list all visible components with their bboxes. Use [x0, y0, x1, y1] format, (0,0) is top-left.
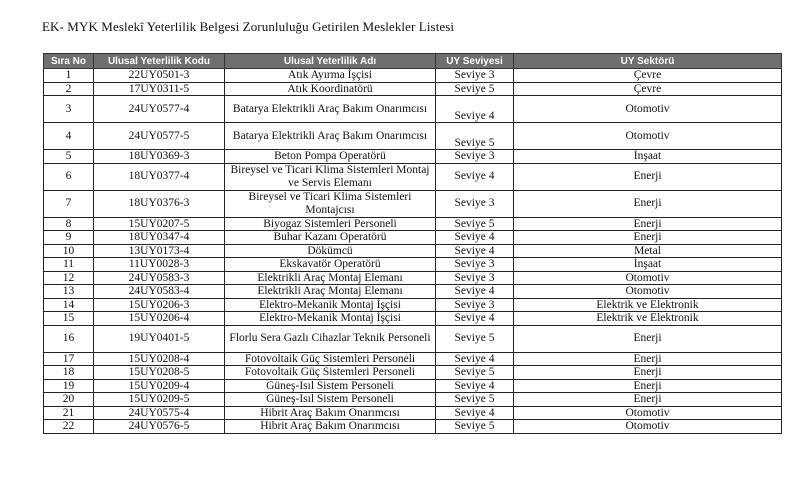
sector-cell: Enerji — [514, 366, 782, 380]
sector-cell: Enerji — [514, 190, 782, 217]
header-sira-no: Sıra No — [44, 54, 94, 69]
row-number-cell: 16 — [44, 325, 94, 352]
qualification-code-cell: 15UY0208-4 — [94, 352, 225, 366]
qualification-level-cell: Seviye 3 — [436, 190, 514, 217]
sector-cell: Enerji — [514, 231, 782, 245]
sector-cell: Enerji — [514, 217, 782, 231]
sector-cell: Elektrik ve Elektronik — [514, 312, 782, 326]
row-number-cell: 8 — [44, 217, 94, 231]
qualification-name-cell: Güneş-Isıl Sistem Personeli — [225, 393, 436, 407]
sector-cell: Otomotiv — [514, 285, 782, 299]
qualification-code-cell: 24UY0575-4 — [94, 406, 225, 420]
qualification-level-cell: Seviye 3 — [436, 69, 514, 83]
header-level: UY Seviyesi — [436, 54, 514, 69]
row-number-cell: 15 — [44, 312, 94, 326]
row-number-cell: 2 — [44, 82, 94, 96]
qualification-level-cell: Seviye 4 — [436, 231, 514, 245]
qualification-name-cell: Buhar Kazanı Operatörü — [225, 231, 436, 245]
header-name: Ulusal Yeterlilik Adı — [225, 54, 436, 69]
row-number-cell: 13 — [44, 285, 94, 299]
table-row — [44, 244, 782, 258]
qualification-code-cell: 18UY0377-4 — [94, 163, 225, 190]
qualification-level-cell: Seviye 4 — [436, 379, 514, 393]
table-row — [44, 298, 782, 312]
table-row — [44, 285, 782, 299]
table-row — [44, 150, 782, 164]
sector-cell: Otomotiv — [514, 420, 782, 434]
table-row — [44, 217, 782, 231]
qualification-name-cell: Batarya Elektrikli Araç Bakım Onarımcısı — [225, 96, 436, 123]
sector-cell: Çevre — [514, 82, 782, 96]
row-number-cell: 11 — [44, 258, 94, 272]
qualification-level-cell: Seviye 5 — [436, 123, 514, 150]
qualification-code-cell: 24UY0577-5 — [94, 123, 225, 150]
table-row — [44, 379, 782, 393]
qualification-code-cell: 15UY0206-3 — [94, 298, 225, 312]
table-row — [44, 163, 782, 190]
sector-cell: Enerji — [514, 393, 782, 407]
qualification-name-cell: Elektro-Mekanik Montaj İşçisi — [225, 298, 436, 312]
qualification-name-cell: Hibrit Araç Bakım Onarımcısı — [225, 420, 436, 434]
table-row — [44, 325, 782, 352]
row-number-cell: 20 — [44, 393, 94, 407]
qualification-code-cell: 15UY0207-5 — [94, 217, 225, 231]
qualification-name-cell: Elektrikli Araç Montaj Elemanı — [225, 285, 436, 299]
qualification-code-cell: 15UY0206-4 — [94, 312, 225, 326]
qualification-code-cell: 18UY0347-4 — [94, 231, 225, 245]
row-number-cell: 12 — [44, 271, 94, 285]
row-number-cell: 17 — [44, 352, 94, 366]
row-number-cell: 6 — [44, 163, 94, 190]
qualification-code-cell: 24UY0583-4 — [94, 285, 225, 299]
sector-cell: Metal — [514, 244, 782, 258]
sector-cell: Enerji — [514, 379, 782, 393]
qualification-level-cell: Seviye 5 — [436, 420, 514, 434]
header-sector: UY Sektörü — [514, 54, 782, 69]
qualification-level-cell: Seviye 4 — [436, 285, 514, 299]
qualification-code-cell: 13UY0173-4 — [94, 244, 225, 258]
table-row — [44, 312, 782, 326]
row-number-cell: 14 — [44, 298, 94, 312]
table-row — [44, 123, 782, 150]
sector-cell: Otomotiv — [514, 96, 782, 123]
row-number-cell: 7 — [44, 190, 94, 217]
qualification-code-cell: 15UY0208-5 — [94, 366, 225, 380]
row-number-cell: 9 — [44, 231, 94, 245]
qualification-name-cell: Biyogaz Sistemleri Personeli — [225, 217, 436, 231]
sector-cell: Enerji — [514, 325, 782, 352]
qualification-level-cell: Seviye 4 — [436, 163, 514, 190]
qualification-level-cell: Seviye 3 — [436, 258, 514, 272]
table-row — [44, 82, 782, 96]
table-row — [44, 352, 782, 366]
qualification-code-cell: 15UY0209-4 — [94, 379, 225, 393]
qualification-name-cell: Fotovoltaik Güç Sistemleri Personeli — [225, 366, 436, 380]
qualification-level-cell: Seviye 5 — [436, 217, 514, 231]
qualification-name-cell: Hibrit Araç Bakım Onarımcısı — [225, 406, 436, 420]
table-header-row — [44, 54, 782, 69]
qualification-level-cell: Seviye 5 — [436, 393, 514, 407]
qualification-level-cell: Seviye 3 — [436, 150, 514, 164]
qualification-name-cell: Atık Ayırma İşçisi — [225, 69, 436, 83]
row-number-cell: 19 — [44, 379, 94, 393]
row-number-cell: 21 — [44, 406, 94, 420]
sector-cell: Enerji — [514, 352, 782, 366]
row-number-cell: 3 — [44, 96, 94, 123]
qualification-code-cell: 15UY0209-5 — [94, 393, 225, 407]
table-row — [44, 406, 782, 420]
qualification-level-cell: Seviye 5 — [436, 366, 514, 380]
qualification-name-cell: Atık Koordinatörü — [225, 82, 436, 96]
sector-cell: İnşaat — [514, 258, 782, 272]
qualification-name-cell: Güneş-Isıl Sistem Personeli — [225, 379, 436, 393]
sector-cell: Enerji — [514, 163, 782, 190]
qualification-code-cell: 17UY0311-5 — [94, 82, 225, 96]
row-number-cell: 1 — [44, 69, 94, 83]
qualification-code-cell: 19UY0401-5 — [94, 325, 225, 352]
qualification-code-cell: 18UY0369-3 — [94, 150, 225, 164]
qualification-code-cell: 24UY0583-3 — [94, 271, 225, 285]
row-number-cell: 22 — [44, 420, 94, 434]
qualification-level-cell: Seviye 3 — [436, 298, 514, 312]
qualification-name-cell: Elektro-Mekanik Montaj İşçisi — [225, 312, 436, 326]
table-row — [44, 393, 782, 407]
sector-cell: Otomotiv — [514, 271, 782, 285]
document-title: EK- MYK Meslekî Yeterlilik Belgesi Zorunluluğu Getirilen Meslekler Listesi — [42, 19, 455, 34]
qualification-code-cell: 11UY0028-3 — [94, 258, 225, 272]
qualification-name-cell: Ekskavatör Operatörü — [225, 258, 436, 272]
table-row — [44, 420, 782, 434]
qualification-name-cell: Fotovoltaik Güç Sistemleri Personeli — [225, 352, 436, 366]
qualification-level-cell: Seviye 5 — [436, 325, 514, 352]
qualification-code-cell: 18UY0376-3 — [94, 190, 225, 217]
table-row — [44, 271, 782, 285]
qualification-level-cell: Seviye 5 — [436, 82, 514, 96]
qualification-level-cell: Seviye 4 — [436, 406, 514, 420]
table-row — [44, 190, 782, 217]
sector-cell: Otomotiv — [514, 123, 782, 150]
table-row — [44, 258, 782, 272]
qualification-level-cell: Seviye 4 — [436, 312, 514, 326]
table-row — [44, 366, 782, 380]
occupations-table — [43, 53, 782, 434]
qualification-name-cell: Florlu Sera Gazlı Cihazlar Teknik Personeli — [225, 325, 436, 352]
qualification-name-cell: Bireysel ve Ticari Klima Sistemleri Montajcısı — [225, 190, 436, 217]
sector-cell: Elektrik ve Elektronik — [514, 298, 782, 312]
qualification-name-cell: Batarya Elektrikli Araç Bakım Onarımcısı — [225, 123, 436, 150]
row-number-cell: 10 — [44, 244, 94, 258]
qualification-level-cell: Seviye 4 — [436, 96, 514, 123]
qualification-name-cell: Beton Pompa Operatörü — [225, 150, 436, 164]
row-number-cell: 4 — [44, 123, 94, 150]
sector-cell: Otomotiv — [514, 406, 782, 420]
qualification-name-cell: Bireysel ve Ticari Klima Sistemleri Montaj ve Servis Elemanı — [225, 163, 436, 190]
table-row — [44, 96, 782, 123]
qualification-level-cell: Seviye 3 — [436, 271, 514, 285]
row-number-cell: 5 — [44, 150, 94, 164]
qualification-code-cell: 22UY0501-3 — [94, 69, 225, 83]
table-row — [44, 69, 782, 83]
qualification-level-cell: Seviye 4 — [436, 352, 514, 366]
table-row — [44, 231, 782, 245]
qualification-name-cell: Elektrikli Araç Montaj Elemanı — [225, 271, 436, 285]
qualification-level-cell: Seviye 4 — [436, 244, 514, 258]
qualification-name-cell: Dökümcü — [225, 244, 436, 258]
header-code: Ulusal Yeterlilik Kodu — [94, 54, 225, 69]
sector-cell: İnşaat — [514, 150, 782, 164]
qualification-code-cell: 24UY0576-5 — [94, 420, 225, 434]
sector-cell: Çevre — [514, 69, 782, 83]
row-number-cell: 18 — [44, 366, 94, 380]
qualification-code-cell: 24UY0577-4 — [94, 96, 225, 123]
